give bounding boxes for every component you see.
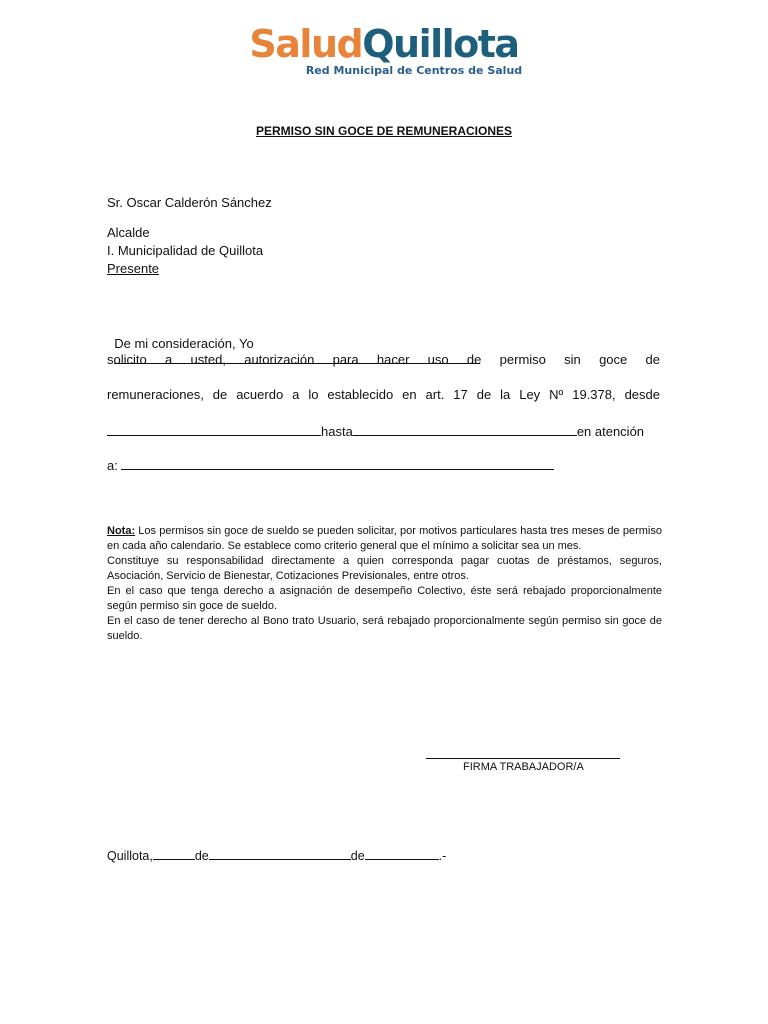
year-blank[interactable]: [365, 847, 439, 860]
nota-paragraph-1: [107, 524, 662, 554]
signature-label: FIRMA TRABAJADOR/A: [463, 761, 584, 773]
month-blank[interactable]: [209, 847, 351, 860]
en-atencion-label: en atención: [576, 424, 645, 439]
city-label: Quillota,: [107, 849, 153, 863]
de-label-1: de: [194, 849, 209, 863]
logo-subtitle: Red Municipal de Centros de Salud: [305, 64, 523, 77]
place-date-line: [107, 847, 446, 863]
body-line-2: solicito a usted, autorización para hacer uso de permiso sin goce de: [107, 352, 660, 367]
nota-paragraph-4: En el caso de tener derecho al Bono trato Usuario, será rebajado proporcionalmente según permiso sin goce de sueldo.: [107, 615, 662, 642]
logo-quillota: Quillota: [362, 22, 519, 66]
nota-text-1: Los permisos sin goce de sueldo se pueden solicitar, por motivos particulares hasta tres meses de permiso en cada año calendario. Se establece como criterio general que el mínimo a solicitar sea un mes.: [107, 525, 662, 552]
nota-label: Nota:: [107, 525, 136, 537]
to-date-blank[interactable]: [353, 423, 577, 436]
dates-line: [107, 423, 644, 439]
reason-blank[interactable]: [121, 457, 554, 470]
recipient-institution: I. Municipalidad de Quillota: [107, 243, 264, 258]
from-date-blank[interactable]: [107, 423, 321, 436]
signature-line[interactable]: [426, 758, 620, 759]
hasta-label: hasta: [321, 424, 353, 439]
reason-line: [107, 457, 554, 473]
reason-label: a:: [107, 458, 118, 473]
greeting-text: De mi consideración, Yo: [114, 336, 254, 351]
end-mark: .-: [438, 849, 447, 863]
presente-label: Presente: [107, 261, 160, 276]
recipient-name: Sr. Oscar Calderón Sánchez: [107, 195, 272, 210]
logo-salud: Salud: [249, 22, 363, 66]
de-label-2: de: [350, 849, 365, 863]
logo: [0, 22, 768, 77]
nota-paragraph-2: Constituye su responsabilidad directamente a quien corresponda pagar cuotas de préstamos, seguros, Asociación, Servicio de Bienestar, Cotizaciones Previsionales, entre otros.: [107, 555, 662, 582]
logo-wordmark: [249, 22, 518, 66]
body-line-3: remuneraciones, de acuerdo a lo establecido en art. 17 de la Ley Nº 19.378, desde: [107, 387, 660, 402]
day-blank[interactable]: [153, 847, 195, 860]
recipient-position: Alcalde: [107, 225, 150, 240]
document-title: PERMISO SIN GOCE DE REMUNERACIONES: [255, 124, 513, 138]
nota-section: [107, 524, 662, 644]
nota-paragraph-3: En el caso que tenga derecho a asignación de desempeño Colectivo, éste será rebajado proporcionalmente según permiso sin goce de sueldo.: [107, 585, 662, 612]
